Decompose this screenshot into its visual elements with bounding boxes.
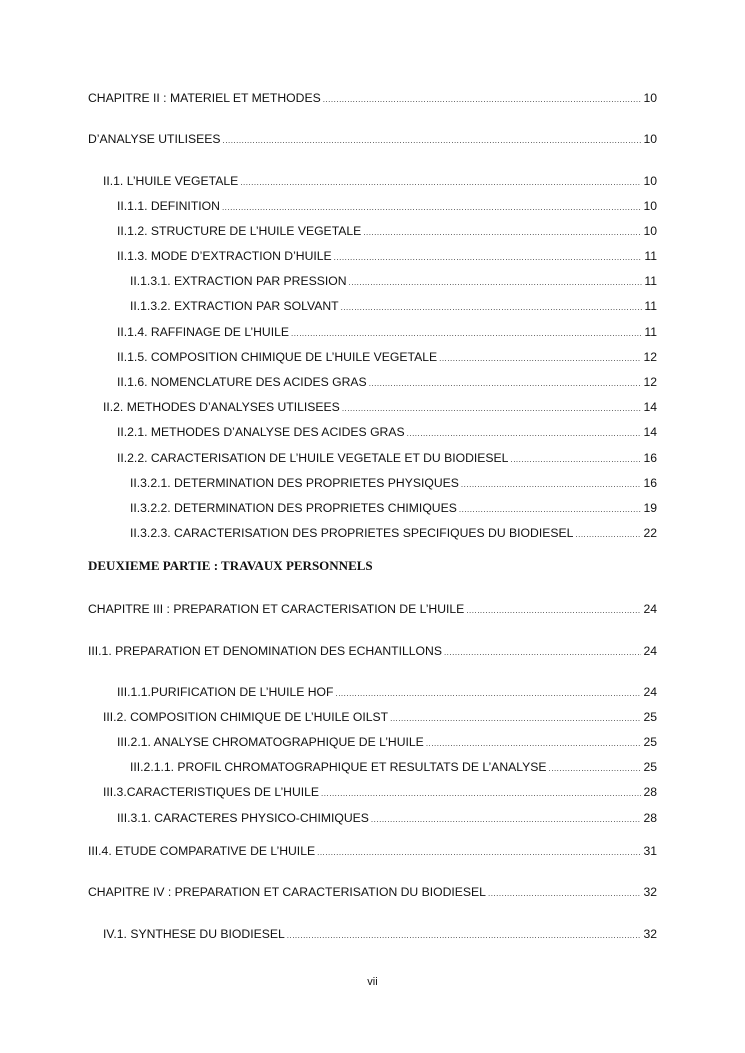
toc-entry[interactable] xyxy=(130,525,657,543)
toc-entry[interactable] xyxy=(88,601,657,619)
toc-entry-page: 11 xyxy=(644,274,657,288)
toc-entry[interactable] xyxy=(88,90,657,108)
toc-entry-page: 12 xyxy=(643,375,657,389)
toc-entry-label: III.4. ETUDE COMPARATIVE DE L’HUILE xyxy=(88,844,316,858)
dot-leader xyxy=(575,527,641,543)
toc-entry[interactable] xyxy=(117,248,657,266)
toc-entry-page: 12 xyxy=(643,350,657,364)
toc-entry-label: II.2. METHODES D’ANALYSES UTILISEES xyxy=(103,400,340,414)
dot-leader xyxy=(317,845,641,861)
toc-entry-label: III.2.1. ANALYSE CHROMATOGRAPHIQUE DE L’HUILE xyxy=(117,735,424,749)
page-number: vii xyxy=(367,976,378,988)
toc-entry[interactable] xyxy=(88,131,657,149)
dot-leader xyxy=(444,645,641,661)
dot-leader xyxy=(323,92,642,108)
toc-entry-page: 25 xyxy=(643,735,657,749)
dot-leader xyxy=(335,686,641,702)
toc-entry-page: 19 xyxy=(643,501,657,515)
dot-leader xyxy=(287,928,642,944)
toc-entry[interactable] xyxy=(103,709,657,727)
toc-entry[interactable] xyxy=(117,734,657,752)
toc-entry-page: 32 xyxy=(643,885,657,899)
toc-entry[interactable] xyxy=(117,198,657,216)
toc-entry-page: 11 xyxy=(644,325,657,339)
dot-leader xyxy=(549,761,642,777)
toc-entry[interactable] xyxy=(103,926,657,944)
toc-entry-label: II.1.1. DEFINITION xyxy=(117,199,220,213)
dot-leader xyxy=(371,812,642,828)
toc-entry-label: CHAPITRE III : PREPARATION ET CARACTERISATION DE L’HUILE xyxy=(88,602,465,616)
dot-leader xyxy=(407,426,642,442)
dot-leader xyxy=(222,200,642,216)
toc-entry-label: III.3.CARACTERISTIQUES DE L’HUILE xyxy=(103,785,320,799)
toc-entry-page: 11 xyxy=(644,299,657,313)
toc-entry-page: 24 xyxy=(643,644,657,658)
toc-entry[interactable] xyxy=(130,500,657,518)
dot-leader xyxy=(240,175,641,191)
dot-leader xyxy=(461,477,642,493)
toc-entry-page: 10 xyxy=(643,174,657,188)
toc-entry-page: 25 xyxy=(643,710,657,724)
toc-entry[interactable] xyxy=(103,173,657,191)
dot-leader xyxy=(349,275,643,291)
dot-leader xyxy=(426,736,642,752)
toc-entry-label: III.3.1. CARACTERES PHYSICO-CHIMIQUES xyxy=(117,811,369,825)
toc-entry-label: IV.1. SYNTHESE DU BIODIESEL xyxy=(103,927,285,941)
dot-leader xyxy=(459,502,642,518)
toc-entry-label: II.3.2.3. CARACTERISATION DES PROPRIETES SPECIFIQUES DU BIODIESEL xyxy=(130,526,574,540)
toc-entry[interactable] xyxy=(88,884,657,902)
toc-entry-page: 25 xyxy=(643,760,657,774)
toc-entry-page: 22 xyxy=(643,526,657,540)
toc-entry-page: 10 xyxy=(643,132,657,146)
toc-entry[interactable] xyxy=(130,759,657,777)
toc-entry[interactable] xyxy=(117,223,657,241)
toc-entry-label: II.2.2. CARACTERISATION DE L’HUILE VEGETALE ET DU BIODIESEL xyxy=(117,451,509,465)
toc-entry[interactable] xyxy=(103,399,657,417)
dot-leader xyxy=(510,452,641,468)
toc-entry-label: II.3.2.2. DETERMINATION DES PROPRIETES CHIMIQUES xyxy=(130,501,457,515)
toc-entry[interactable] xyxy=(88,643,657,661)
toc-entry-page: 24 xyxy=(643,602,657,616)
dot-leader xyxy=(369,376,642,392)
dot-leader xyxy=(341,300,643,316)
toc-entry-label: II.1. L’HUILE VEGETALE xyxy=(103,174,239,188)
toc-entry-page: 16 xyxy=(643,476,657,490)
dot-leader xyxy=(363,225,641,241)
toc-entry-label: III.1. PREPARATION ET DENOMINATION DES ECHANTILLONS xyxy=(88,644,442,658)
dot-leader xyxy=(291,326,642,342)
toc-entry-label: CHAPITRE II : MATERIEL ET METHODES xyxy=(88,91,321,105)
toc-entry-page: 31 xyxy=(643,844,657,858)
toc-entry-page: 24 xyxy=(643,685,657,699)
toc-entry[interactable] xyxy=(117,324,657,342)
dot-leader xyxy=(488,886,641,902)
dot-leader xyxy=(466,603,641,619)
toc-entry-page: 10 xyxy=(643,199,657,213)
toc-entry[interactable] xyxy=(130,298,657,316)
toc-entry-page: 10 xyxy=(643,224,657,238)
toc-entry-label: II.1.3.1. EXTRACTION PAR PRESSION xyxy=(130,274,347,288)
part-heading: DEUXIEME PARTIE : TRAVAUX PERSONNELS xyxy=(88,558,373,573)
toc-entry-page: 11 xyxy=(644,249,657,263)
toc-entry-label: II.1.4. RAFFINAGE DE L’HUILE xyxy=(117,325,290,339)
toc-entry[interactable] xyxy=(117,349,657,367)
toc-entry[interactable] xyxy=(117,374,657,392)
toc-entry[interactable] xyxy=(117,684,657,702)
toc-entry-label: II.3.2.1. DETERMINATION DES PROPRIETES PHYSIQUES xyxy=(130,476,459,490)
toc-entry[interactable] xyxy=(130,273,657,291)
toc-entry[interactable] xyxy=(117,810,657,828)
toc-entry[interactable] xyxy=(117,424,657,442)
toc-entry-label: II.1.3.2. EXTRACTION PAR SOLVANT xyxy=(130,299,339,313)
toc-entry-page: 32 xyxy=(643,927,657,941)
toc-entry-label: CHAPITRE IV : PREPARATION ET CARACTERISATION DU BIODIESEL xyxy=(88,885,486,899)
toc-entry-label: II.1.2. STRUCTURE DE L’HUILE VEGETALE xyxy=(117,224,362,238)
dot-leader xyxy=(342,401,642,417)
toc-entry-label: D’ANALYSE UTILISEES xyxy=(88,132,221,146)
toc-entry-page: 16 xyxy=(643,451,657,465)
toc-entry[interactable] xyxy=(88,843,657,861)
toc-entry-page: 28 xyxy=(643,811,657,825)
toc-entry-page: 14 xyxy=(643,425,657,439)
toc-entry[interactable] xyxy=(103,784,657,802)
toc-entry[interactable] xyxy=(130,475,657,493)
dot-leader xyxy=(390,711,641,727)
dot-leader xyxy=(334,250,643,266)
toc-entry-label: II.1.5. COMPOSITION CHIMIQUE DE L’HUILE VEGETALE xyxy=(117,350,438,364)
toc-entry-label: II.2.1. METHODES D’ANALYSE DES ACIDES GRAS xyxy=(117,425,405,439)
toc-entry-label: III.2.1.1. PROFIL CHROMATOGRAPHIQUE ET RESULTATS DE L’ANALYSE xyxy=(130,760,547,774)
toc-entry[interactable] xyxy=(117,450,657,468)
dot-leader xyxy=(223,133,642,149)
toc-entry-page: 10 xyxy=(643,91,657,105)
toc-entry-label: III.1.1.PURIFICATION DE L’HUILE HOF xyxy=(117,685,334,699)
toc-entry-label: II.1.6. NOMENCLATURE DES ACIDES GRAS xyxy=(117,375,367,389)
toc-entry-page: 28 xyxy=(643,785,657,799)
toc-entry-label: III.2. COMPOSITION CHIMIQUE DE L’HUILE OILST xyxy=(103,710,389,724)
toc-entry-page: 14 xyxy=(643,400,657,414)
dot-leader xyxy=(321,786,641,802)
toc-entry-label: II.1.3. MODE D’EXTRACTION D’HUILE xyxy=(117,249,332,263)
dot-leader xyxy=(439,351,641,367)
